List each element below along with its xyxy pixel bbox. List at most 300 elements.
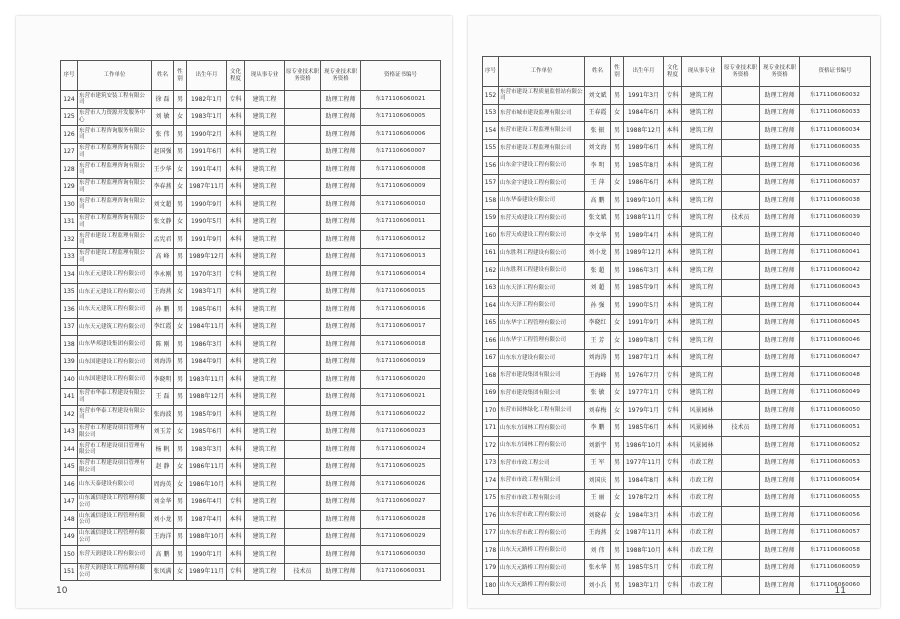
- table-row: [483, 542, 871, 560]
- cell-certificate-number: 东171106060046: [800, 332, 871, 350]
- cell-gender: 男: [611, 262, 624, 280]
- cell-gender: 男: [174, 371, 187, 389]
- table-row: [483, 279, 871, 297]
- cell-gender: 女: [611, 402, 624, 420]
- cell-birth-date: 1989年11月: [187, 563, 227, 581]
- cell-original-title: [285, 126, 321, 144]
- cell-gender: 女: [174, 178, 187, 196]
- cell-work-unit: 山东天元建筑工程有限公司: [78, 318, 152, 336]
- cell-seq: 170: [483, 402, 499, 420]
- cell-original-title: [285, 301, 321, 319]
- cell-education: 本科: [664, 157, 682, 175]
- cell-name: 李永刚: [152, 266, 174, 284]
- cell-current-title: 助理工程师: [321, 441, 361, 459]
- cell-original-title: [285, 108, 321, 126]
- cell-certificate-number: 东171106060022: [361, 406, 441, 424]
- cell-name: 刘金华: [152, 493, 174, 511]
- cell-birth-date: 1989年12月: [624, 244, 664, 262]
- cell-education: 本科: [227, 511, 245, 529]
- cell-original-title: 技术员: [722, 419, 760, 437]
- cell-education: 专科: [664, 559, 682, 577]
- cell-gender: 女: [174, 563, 187, 581]
- header-education: 文化程度: [227, 61, 245, 91]
- cell-name: 张 敏: [585, 384, 611, 402]
- header-original-title: 原专业技术职务资格: [722, 57, 760, 87]
- cell-gender: 女: [611, 507, 624, 525]
- cell-name: 徐 磊: [152, 91, 174, 109]
- cell-work-unit: 山东华宇工程管理有限公司: [499, 332, 585, 350]
- table-row: [483, 524, 871, 542]
- cell-education: 本科: [664, 244, 682, 262]
- cell-birth-date: 1985年6月: [187, 301, 227, 319]
- cell-birth-date: 1987年4月: [187, 511, 227, 529]
- cell-seq: 142: [61, 406, 78, 424]
- cell-seq: 134: [61, 266, 78, 284]
- cell-birth-date: 1986年4月: [187, 493, 227, 511]
- cell-work-unit: 东营市市政工程公司: [499, 454, 585, 472]
- cell-education: 本科: [664, 489, 682, 507]
- cell-current-title: 助理工程师: [760, 419, 800, 437]
- cell-work-unit: 山东天泰建设有限公司: [78, 476, 152, 494]
- table-row: [483, 349, 871, 367]
- cell-work-unit: 山东华邦建设集团有限公司: [78, 336, 152, 354]
- cell-current-title: 助理工程师: [760, 332, 800, 350]
- cell-seq: 139: [61, 353, 78, 371]
- cell-name: 孟宪君: [152, 231, 174, 249]
- cell-education: 专科: [227, 91, 245, 109]
- cell-birth-date: 1984年11月: [187, 318, 227, 336]
- cell-name: 刘国庆: [585, 472, 611, 490]
- right-page: [468, 16, 880, 608]
- table-row: [483, 314, 871, 332]
- table-row: [483, 227, 871, 245]
- cell-work-unit: 东营天润建设工程有限公司: [78, 546, 152, 564]
- cell-seq: 169: [483, 384, 499, 402]
- cell-work-unit: 东营市工程建设项目管理有限公司: [78, 423, 152, 441]
- cell-education: 本科: [664, 542, 682, 560]
- header-seq: 序号: [61, 61, 78, 91]
- cell-work-unit: 山东华泰建设有限公司: [499, 192, 585, 210]
- cell-name: 刘晓春: [585, 507, 611, 525]
- cell-seq: 137: [61, 318, 78, 336]
- cell-current-title: 助理工程师: [321, 528, 361, 546]
- cell-seq: 136: [61, 301, 78, 319]
- cell-certificate-number: 东171106060039: [800, 209, 871, 227]
- cell-seq: 132: [61, 231, 78, 249]
- cell-work-unit: 东营天润建设工程监理有限公司: [78, 563, 152, 581]
- cell-certificate-number: 东171106060037: [800, 174, 871, 192]
- cell-current-specialty: 建筑工程: [245, 546, 285, 564]
- cell-education: 专科: [227, 493, 245, 511]
- cell-seq: 152: [483, 87, 499, 105]
- cell-seq: 129: [61, 178, 78, 196]
- cell-gender: 男: [174, 248, 187, 266]
- cell-work-unit: 东营市建设工程监理有限公司: [499, 139, 585, 157]
- cell-gender: 男: [611, 157, 624, 175]
- cell-gender: 女: [611, 384, 624, 402]
- cell-current-title: 助理工程师: [760, 297, 800, 315]
- cell-gender: 女: [174, 458, 187, 476]
- table-row: [61, 336, 441, 354]
- cell-certificate-number: 东171106060010: [361, 196, 441, 214]
- cell-original-title: [285, 248, 321, 266]
- cell-gender: 男: [611, 297, 624, 315]
- cell-seq: 150: [61, 546, 78, 564]
- cell-certificate-number: 东171106060043: [800, 279, 871, 297]
- cell-certificate-number: 东171106060013: [361, 248, 441, 266]
- cell-seq: 165: [483, 314, 499, 332]
- cell-certificate-number: 东171106060008: [361, 161, 441, 179]
- cell-education: 本科: [664, 314, 682, 332]
- cell-original-title: [285, 143, 321, 161]
- cell-current-title: 助理工程师: [760, 122, 800, 140]
- cell-work-unit: 山东诚信建设工程管理有限公司: [78, 528, 152, 546]
- table-row: [483, 244, 871, 262]
- cell-original-title: [285, 213, 321, 231]
- table-row: [483, 559, 871, 577]
- cell-seq: 155: [483, 139, 499, 157]
- cell-work-unit: 山东正元建设工程有限公司: [78, 283, 152, 301]
- header-current-title: 现专业技术职务资格: [760, 57, 800, 87]
- cell-original-title: [722, 402, 760, 420]
- cell-original-title: [722, 87, 760, 105]
- cell-education: 本科: [227, 406, 245, 424]
- cell-education: 专科: [664, 402, 682, 420]
- cell-education: 本科: [227, 423, 245, 441]
- cell-current-title: 助理工程师: [321, 248, 361, 266]
- cell-birth-date: 1985年8月: [624, 157, 664, 175]
- cell-birth-date: 1978年2月: [624, 489, 664, 507]
- cell-gender: 女: [174, 108, 187, 126]
- cell-current-title: 助理工程师: [321, 353, 361, 371]
- cell-work-unit: 山东东营市政工程有限公司: [499, 507, 585, 525]
- cell-work-unit: 东营市城市建设监理有限公司: [499, 104, 585, 122]
- cell-current-specialty: 建筑工程: [245, 301, 285, 319]
- cell-gender: 男: [611, 192, 624, 210]
- cell-birth-date: 1985年9月: [624, 279, 664, 297]
- cell-gender: 男: [174, 126, 187, 144]
- cell-current-specialty: 建筑工程: [245, 493, 285, 511]
- cell-name: 王海燕: [152, 283, 174, 301]
- table-row: [483, 157, 871, 175]
- cell-work-unit: 山东东方园林工程有限公司: [499, 437, 585, 455]
- cell-certificate-number: 东171106060034: [800, 122, 871, 140]
- cell-current-specialty: 建筑工程: [245, 353, 285, 371]
- table-row: [61, 546, 441, 564]
- cell-work-unit: 东营市建设工程监理有限公司: [499, 122, 585, 140]
- cell-original-title: [722, 314, 760, 332]
- cell-gender: 女: [611, 314, 624, 332]
- table-row: [61, 283, 441, 301]
- cell-certificate-number: 东171106060036: [800, 157, 871, 175]
- cell-seq: 154: [483, 122, 499, 140]
- cell-current-specialty: 建筑工程: [682, 139, 722, 157]
- cell-current-title: 助理工程师: [321, 196, 361, 214]
- cell-current-specialty: 建筑工程: [682, 192, 722, 210]
- cell-work-unit: 山东胜利工程建设有限公司: [499, 244, 585, 262]
- cell-work-unit: 山东天元路桥工程有限公司: [499, 577, 585, 595]
- cell-education: 本科: [664, 192, 682, 210]
- table-row: [483, 489, 871, 507]
- cell-original-title: [722, 297, 760, 315]
- cell-certificate-number: 东171106060044: [800, 297, 871, 315]
- table-row: [483, 297, 871, 315]
- cell-original-title: [285, 423, 321, 441]
- header-current-title: 现专业技术职务资格: [321, 61, 361, 91]
- table-row: [61, 213, 441, 231]
- cell-name: 张永华: [585, 559, 611, 577]
- cell-current-title: 助理工程师: [321, 511, 361, 529]
- cell-education: 本科: [227, 178, 245, 196]
- cell-seq: 162: [483, 262, 499, 280]
- table-row: [483, 419, 871, 437]
- cell-current-specialty: 建筑工程: [245, 108, 285, 126]
- cell-current-title: 助理工程师: [760, 524, 800, 542]
- cell-birth-date: 1984年9月: [187, 353, 227, 371]
- cell-birth-date: 1986年10月: [187, 476, 227, 494]
- cell-current-title: 助理工程师: [760, 139, 800, 157]
- cell-current-title: 助理工程师: [760, 192, 800, 210]
- cell-current-title: 助理工程师: [321, 546, 361, 564]
- cell-current-specialty: 建筑工程: [245, 528, 285, 546]
- cell-education: 专科: [227, 266, 245, 284]
- cell-current-specialty: 建筑工程: [245, 161, 285, 179]
- cell-birth-date: 1988年12月: [187, 388, 227, 406]
- cell-education: 专科: [664, 87, 682, 105]
- cell-original-title: [722, 262, 760, 280]
- cell-work-unit: 东营市市政工程有限公司: [499, 489, 585, 507]
- cell-name: 孙 强: [585, 297, 611, 315]
- cell-seq: 173: [483, 454, 499, 472]
- cell-name: 周海英: [152, 476, 174, 494]
- cell-name: 刘 超: [585, 279, 611, 297]
- cell-current-title: 助理工程师: [321, 318, 361, 336]
- cell-current-title: 助理工程师: [321, 388, 361, 406]
- cell-gender: 男: [174, 91, 187, 109]
- cell-birth-date: 1989年4月: [624, 227, 664, 245]
- cell-education: 专科: [664, 367, 682, 385]
- cell-birth-date: 1986年6月: [624, 174, 664, 192]
- cell-current-specialty: 建筑工程: [682, 174, 722, 192]
- table-row: [483, 384, 871, 402]
- cell-education: 专科: [664, 577, 682, 595]
- cell-original-title: [285, 231, 321, 249]
- cell-original-title: [285, 178, 321, 196]
- cell-gender: 女: [174, 318, 187, 336]
- cell-name: 高 鹏: [585, 192, 611, 210]
- cell-current-specialty: 建筑工程: [682, 244, 722, 262]
- table-row: [61, 563, 441, 581]
- table-header-row: [483, 57, 871, 87]
- cell-education: 本科: [227, 196, 245, 214]
- cell-seq: 156: [483, 157, 499, 175]
- cell-current-specialty: 建筑工程: [245, 178, 285, 196]
- cell-certificate-number: 东171106060047: [800, 349, 871, 367]
- cell-education: 本科: [227, 336, 245, 354]
- header-gender: 性别: [611, 57, 624, 87]
- cell-original-title: [285, 336, 321, 354]
- cell-original-title: [285, 546, 321, 564]
- cell-seq: 148: [61, 511, 78, 529]
- table-row: [61, 126, 441, 144]
- cell-birth-date: 1984年3月: [624, 507, 664, 525]
- cell-birth-date: 1983年1月: [624, 577, 664, 595]
- cell-gender: 女: [174, 283, 187, 301]
- cell-education: 本科: [227, 143, 245, 161]
- cell-education: 本科: [227, 388, 245, 406]
- cell-education: 本科: [664, 122, 682, 140]
- cell-name: 王 丽: [585, 489, 611, 507]
- cell-birth-date: 1988年12月: [624, 122, 664, 140]
- cell-original-title: [722, 384, 760, 402]
- cell-current-specialty: 建筑工程: [245, 441, 285, 459]
- cell-original-title: [722, 507, 760, 525]
- cell-work-unit: 东营市建设工程质量监督站有限公司: [499, 87, 585, 105]
- cell-original-title: [285, 371, 321, 389]
- cell-current-title: 助理工程师: [321, 406, 361, 424]
- cell-birth-date: 1985年6月: [187, 423, 227, 441]
- cell-original-title: [285, 388, 321, 406]
- cell-work-unit: 山东金宇建设工程有限公司: [499, 157, 585, 175]
- cell-work-unit: 东营市华泰工程建设有限公司: [78, 406, 152, 424]
- qualification-table-left: [60, 60, 441, 581]
- cell-birth-date: 1987年11月: [624, 524, 664, 542]
- cell-birth-date: 1990年1月: [187, 546, 227, 564]
- table-row: [483, 402, 871, 420]
- cell-certificate-number: 东171106060014: [361, 266, 441, 284]
- cell-certificate-number: 东171106060012: [361, 231, 441, 249]
- cell-name: 李红霞: [152, 318, 174, 336]
- cell-current-title: 助理工程师: [760, 174, 800, 192]
- table-row: [61, 318, 441, 336]
- page-number: 10: [56, 586, 68, 596]
- cell-seq: 143: [61, 423, 78, 441]
- cell-gender: 男: [611, 349, 624, 367]
- cell-current-title: 助理工程师: [321, 231, 361, 249]
- cell-birth-date: 1990年2月: [187, 126, 227, 144]
- cell-current-title: 助理工程师: [760, 384, 800, 402]
- cell-education: 本科: [227, 231, 245, 249]
- cell-work-unit: 山东正元建设工程有限公司: [78, 266, 152, 284]
- cell-original-title: [722, 349, 760, 367]
- cell-seq: 153: [483, 104, 499, 122]
- cell-gender: 男: [611, 419, 624, 437]
- cell-birth-date: 1991年6月: [187, 143, 227, 161]
- cell-seq: 133: [61, 248, 78, 266]
- cell-certificate-number: 东171106060048: [800, 367, 871, 385]
- cell-certificate-number: 东171106060026: [361, 476, 441, 494]
- cell-education: 本科: [227, 318, 245, 336]
- table-row: [483, 472, 871, 490]
- cell-name: 张海波: [152, 406, 174, 424]
- cell-original-title: [285, 441, 321, 459]
- cell-certificate-number: 东171106060055: [800, 489, 871, 507]
- cell-gender: 男: [611, 227, 624, 245]
- cell-current-specialty: 市政工程: [682, 472, 722, 490]
- cell-birth-date: 1991年9月: [187, 231, 227, 249]
- cell-current-specialty: 建筑工程: [682, 384, 722, 402]
- table-row: [61, 196, 441, 214]
- header-name: 姓名: [152, 61, 174, 91]
- cell-current-specialty: 建筑工程: [682, 314, 722, 332]
- cell-current-title: 助理工程师: [321, 213, 361, 231]
- cell-birth-date: 1990年5月: [624, 297, 664, 315]
- cell-certificate-number: 东171106060021: [361, 388, 441, 406]
- cell-name: 刘新宇: [585, 437, 611, 455]
- cell-gender: 男: [611, 542, 624, 560]
- header-original-title: 原专业技术职务资格: [285, 61, 321, 91]
- cell-certificate-number: 东171106060024: [361, 441, 441, 459]
- cell-education: 本科: [227, 248, 245, 266]
- table-row: [61, 353, 441, 371]
- cell-certificate-number: 东171106060029: [361, 528, 441, 546]
- cell-name: 刘海涛: [152, 353, 174, 371]
- cell-certificate-number: 东171106060019: [361, 353, 441, 371]
- cell-current-specialty: 建筑工程: [682, 332, 722, 350]
- cell-education: 本科: [664, 419, 682, 437]
- cell-seq: 140: [61, 371, 78, 389]
- cell-certificate-number: 东171106060006: [361, 126, 441, 144]
- cell-current-specialty: 建筑工程: [245, 563, 285, 581]
- cell-name: 李春燕: [152, 178, 174, 196]
- cell-current-specialty: 建筑工程: [245, 91, 285, 109]
- cell-work-unit: 东营市建设工程监理有限公司: [78, 248, 152, 266]
- cell-education: 本科: [227, 371, 245, 389]
- cell-current-specialty: 建筑工程: [682, 279, 722, 297]
- cell-current-title: 助理工程师: [760, 507, 800, 525]
- qualification-table-right: [482, 56, 871, 595]
- cell-name: 高 鹏: [152, 546, 174, 564]
- cell-certificate-number: 东171106060041: [800, 244, 871, 262]
- cell-certificate-number: 东171106060016: [361, 301, 441, 319]
- cell-gender: 男: [174, 406, 187, 424]
- cell-seq: 177: [483, 524, 499, 542]
- table-row: [483, 174, 871, 192]
- cell-current-title: 助理工程师: [760, 542, 800, 560]
- header-current-specialty: 现从事专业: [245, 61, 285, 91]
- cell-certificate-number: 东171106060054: [800, 472, 871, 490]
- cell-name: 刘海涛: [585, 349, 611, 367]
- cell-original-title: [722, 332, 760, 350]
- cell-seq: 168: [483, 367, 499, 385]
- cell-gender: 女: [611, 174, 624, 192]
- cell-certificate-number: 东171106060027: [361, 493, 441, 511]
- cell-education: 本科: [664, 507, 682, 525]
- cell-gender: 女: [611, 332, 624, 350]
- cell-gender: 男: [174, 441, 187, 459]
- table-row: [483, 507, 871, 525]
- cell-name: 张文静: [152, 213, 174, 231]
- cell-gender: 男: [611, 87, 624, 105]
- cell-gender: 男: [174, 143, 187, 161]
- cell-current-specialty: 建筑工程: [682, 209, 722, 227]
- cell-education: 专科: [664, 209, 682, 227]
- cell-current-title: 助理工程师: [760, 209, 800, 227]
- cell-work-unit: 东营市建设工程监理有限公司: [78, 231, 152, 249]
- cell-current-specialty: 建筑工程: [245, 318, 285, 336]
- cell-work-unit: 山东天元路桥工程有限公司: [499, 542, 585, 560]
- cell-gender: 男: [174, 231, 187, 249]
- cell-current-specialty: 建筑工程: [682, 157, 722, 175]
- cell-name: 王 磊: [152, 388, 174, 406]
- cell-gender: 女: [174, 423, 187, 441]
- header-birth-date: 出生年月: [187, 61, 227, 91]
- cell-birth-date: 1983年3月: [187, 441, 227, 459]
- cell-current-specialty: 市政工程: [682, 489, 722, 507]
- cell-certificate-number: 东171106060007: [361, 143, 441, 161]
- cell-education: 本科: [227, 353, 245, 371]
- header-certificate-number: 资格证书编号: [800, 57, 871, 87]
